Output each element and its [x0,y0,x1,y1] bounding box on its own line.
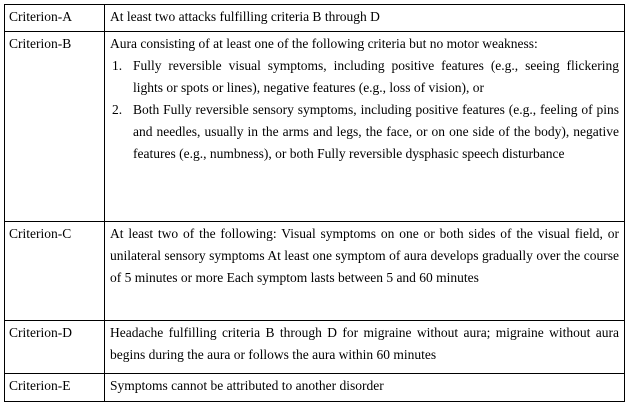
list-number: 2. [112,102,123,117]
criterion-b-item-1 [110,55,619,99]
criterion-d-text: Headache fulfilling criteria B through D for migraine without aura; migraine without aura begins during the aura or follows the aura within 60 minutes [105,321,625,374]
list-item-text: Fully reversible visual symptoms, including positive features (e.g., seeing flickering lights or spots or lines), negative features (e.g., loss of vision), or [133,58,619,95]
list-number: 1. [112,58,123,73]
criterion-b-list [110,55,619,165]
list-item-text: Both Fully reversible sensory symptoms, including positive features (e.g., feeling of pins and needles, usually in the arms and legs, the face, or on one side of the body), negative features (e.g., numbness), or both Fully reversible dysphasic speech disturbance [133,102,619,161]
criterion-b-intro: Aura consisting of at least one of the following criteria but no motor weakness: [110,36,538,51]
criterion-e-label: Criterion-E [5,374,105,402]
criterion-b-label: Criterion-B [5,32,105,222]
criterion-a-row [5,5,625,32]
criterion-c-text: At least two of the following: Visual symptoms on one or both sides of the visual field, or unilateral sensory symptoms At least one symptom of aura develops gradually over the course of 5 minutes or more Each symptom lasts between 5 and 60 minutes [105,222,625,321]
criterion-d-label: Criterion-D [5,321,105,374]
criterion-c-row [5,222,625,321]
criteria-table [4,4,625,402]
criterion-c-label: Criterion-C [5,222,105,321]
criterion-b-item-2 [110,99,619,165]
criterion-d-row [5,321,625,374]
criterion-a-text: At least two attacks fulfilling criteria B through D [105,5,625,32]
criterion-b-content [105,32,625,222]
criterion-e-row [5,374,625,402]
criterion-a-label: Criterion-A [5,5,105,32]
criterion-b-row [5,32,625,222]
criterion-e-text: Symptoms cannot be attributed to another disorder [105,374,625,402]
